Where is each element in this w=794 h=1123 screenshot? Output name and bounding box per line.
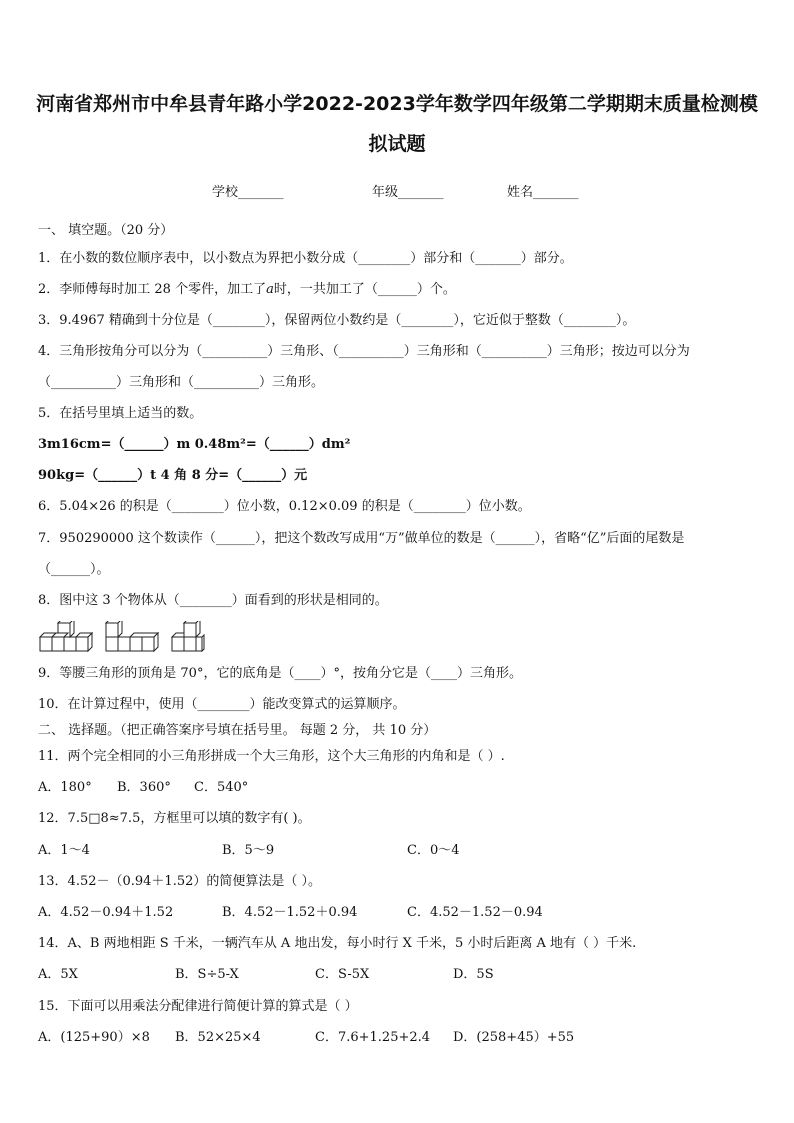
- question-10: 10．在计算过程中，使用（________）能改变算式的运算顺序。: [38, 697, 406, 712]
- question-12: 12．7.5□8≈7.5，方框里可以填的数字有( )。: [38, 811, 311, 826]
- question-5: 5．在括号里填上适当的数。: [38, 406, 203, 421]
- q12-option-c: C．0～4: [407, 843, 460, 858]
- question-15: 15．下面可以用乘法分配律进行简便计算的算式是（ ）: [38, 999, 358, 1014]
- cube-objects-figure: [38, 621, 218, 655]
- q11-option-a: A．180°: [38, 780, 92, 795]
- exam-title-line1: 河南省郑州市中牟县青年路小学2022-2023学年数学四年级第二学期期末质量检测模: [36, 93, 758, 115]
- question-4-line2: （__________）三角形和（__________）三角形。: [38, 375, 325, 390]
- q14-option-a: A．5X: [38, 967, 78, 982]
- cube-object-1: [40, 621, 92, 651]
- school-field: 学校_______: [212, 185, 284, 200]
- q11-option-c: C．540°: [194, 780, 249, 795]
- grade-field: 年级_______: [372, 185, 444, 200]
- cube-object-2: [106, 621, 158, 651]
- q13-option-b: B．4.52－1.52＋0.94: [222, 905, 358, 920]
- section1-heading: 一、 填空题。（20 分）: [38, 223, 174, 238]
- q11-option-b: B．360°: [117, 780, 171, 795]
- q15-option-c: C．7.6+1.25+2.4: [315, 1030, 431, 1045]
- question-6: 6．5.04×26 的积是（________）位小数，0.12×0.09 的积是（________）位小数。: [38, 499, 531, 514]
- section2-heading: 二、 选择题。（把正确答案序号填在括号里。 每题 2 分， 共 10 分）: [38, 723, 437, 738]
- cube-object-3: [172, 621, 204, 651]
- question-3: 3．9.4967 精确到十分位是（________），保留两位小数约是（________），它近似于整数（________）。: [38, 313, 636, 328]
- q14-option-b: B．S÷5-X: [175, 967, 239, 982]
- exam-title-line2: 拟试题: [368, 133, 426, 155]
- q15-option-b: B．52×25×4: [175, 1030, 261, 1045]
- q13-option-c: C．4.52－1.52－0.94: [407, 905, 543, 920]
- q12-option-b: B．5～9: [222, 843, 275, 858]
- question-7-line2: （______）。: [38, 562, 110, 577]
- q15-option-d: D．(258+45）+55: [453, 1030, 575, 1045]
- question-9: 9．等腰三角形的顶角是 70°，它的底角是（____）°，按角分它是（____）三角形。: [38, 666, 522, 681]
- q14-option-c: C．S-5X: [315, 967, 370, 982]
- question-1: 1．在小数的数位顺序表中，以小数点为界把小数分成（________）部分和（_______）部分。: [38, 251, 573, 266]
- question-5a: 3m16cm=（______）m 0.48m²=（______）dm²: [38, 437, 351, 452]
- q15-option-a: A．(125+90）×8: [38, 1030, 150, 1045]
- question-2: 2．李师傅每时加工 28 个零件，加工了𝑎时，一共加工了（______）个。: [38, 282, 456, 297]
- question-7-line1: 7．950290000 这个数读作（______），把这个数改写成用“万”做单位的数是（______），省略“亿”后面的尾数是: [38, 531, 685, 546]
- q13-option-a: A．4.52－0.94＋1.52: [38, 905, 174, 920]
- q12-option-a: A．1～4: [38, 843, 90, 858]
- question-11: 11．两个完全相同的小三角形拼成一个大三角形，这个大三角形的内角和是（ ）.: [38, 749, 505, 764]
- question-8: 8．图中这 3 个物体从（________）面看到的形状是相同的。: [38, 593, 388, 608]
- question-4-line1: 4．三角形按角分可以分为（__________）三角形、（__________）三角形和（__________）三角形；按边可以分为: [38, 344, 690, 359]
- q14-option-d: D．5S: [453, 967, 494, 982]
- question-14: 14．A、B 两地相距 S 千米，一辆汽车从 A 地出发，每小时行 X 千米，5 小时后距离 A 地有（ ）千米.: [38, 936, 637, 951]
- name-field: 姓名_______: [507, 185, 579, 200]
- question-5b: 90kg=（______）t 4 角 8 分=（______）元: [38, 468, 308, 483]
- question-13: 13．4.52－（0.94＋1.52）的简便算法是（ ）。: [38, 874, 322, 889]
